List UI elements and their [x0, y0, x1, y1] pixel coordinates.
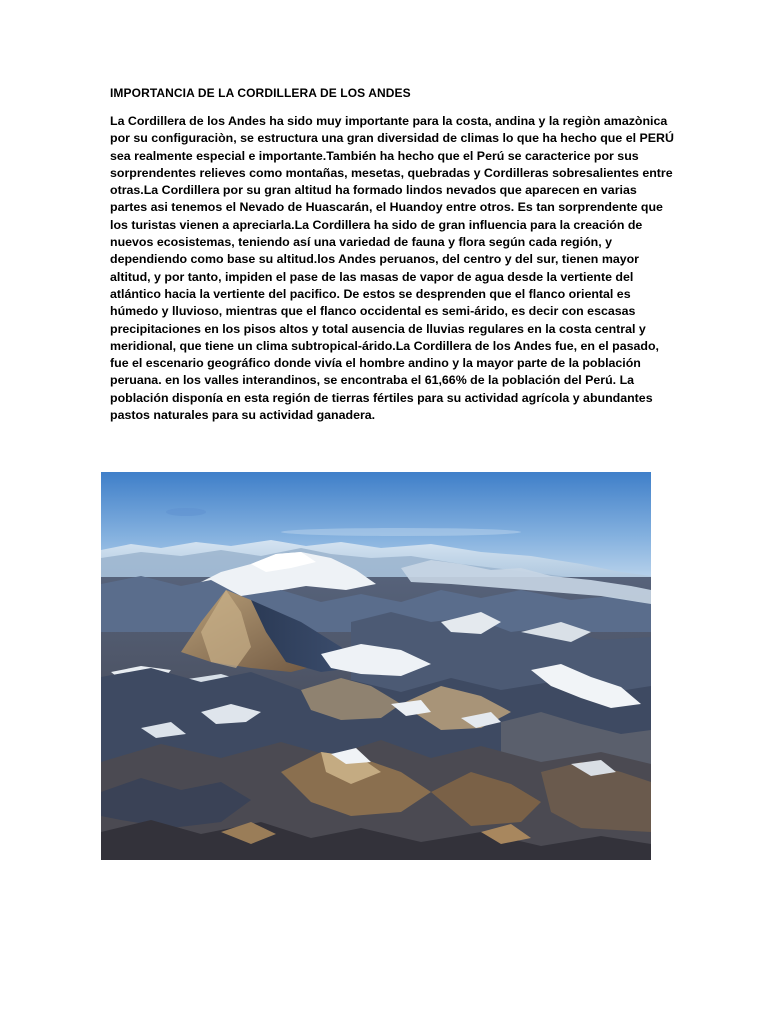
mountain-landscape-image	[101, 472, 651, 860]
body-line: otras.La Cordillera por su gran altitud ha formado lindos nevados que aparecen en varias	[110, 183, 637, 198]
body-line: dependiendo como base su altitud.los Andes peruanos, del centro y del sur, tienen mayor	[110, 252, 640, 267]
body-line: húmedo y lluvioso, mientras que el flanco occidental es semi-árido, es decir con escasas	[110, 304, 636, 319]
document-body	[110, 113, 674, 424]
body-line: meridional, que tiene un clima subtropical-árido.La Cordillera de los Andes fue, en el pasado,	[110, 338, 659, 353]
body-line: sorprendentes relieves como montañas, mesetas, quebradas y Cordilleras sobresalientes entre	[110, 165, 673, 180]
body-line: precipitaciones en los pisos altos y total ausencia de lluvias regulares en la costa central y	[110, 321, 646, 336]
body-line: pastos naturales para su actividad ganadera.	[110, 408, 376, 423]
body-line: población disponía en esta región de tierras fértiles para su actividad agrícola y abundantes	[110, 390, 653, 405]
body-line: sea realmente especial e importante.También ha hecho que el Perú se caracterice por sus	[110, 148, 639, 163]
andes-mountains-photo	[101, 472, 651, 860]
body-line: atlántico hacia la vertiente del pacifico. De estos se desprenden que el flanco oriental es	[110, 286, 631, 301]
body-line: fue el escenario geográfico donde vivía el hombre andino y la mayor parte de la población	[110, 356, 641, 371]
body-line: altitud, y por tanto, impiden el pase de las masas de vapor de agua desde la vertiente del	[110, 269, 634, 284]
document-title: IMPORTANCIA DE LA CORDILLERA DE LOS ANDES	[110, 86, 411, 100]
body-line: peruana. en los valles interandinos, se encontraba el 61,66% de la población del Perú. La	[110, 373, 635, 388]
body-line: partes asi tenemos el Nevado de Huascarán, el Huandoy entre otros. Es tan sorprendente que	[110, 200, 663, 215]
body-line: los turistas vienen a apreciarla.La Cordillera ha sido de gran influencia para la creación de	[110, 217, 643, 232]
body-line: por su configuraciòn, se estructura una gran diversidad de climas lo que ha hecho que el PERÚ	[110, 131, 674, 146]
body-line: nuevos ecosistemas, teniendo así una variedad de fauna y flora según cada región, y	[110, 235, 612, 250]
body-line: La Cordillera de los Andes ha sido muy importante para la costa, andina y la regiòn amazònica	[110, 114, 668, 128]
